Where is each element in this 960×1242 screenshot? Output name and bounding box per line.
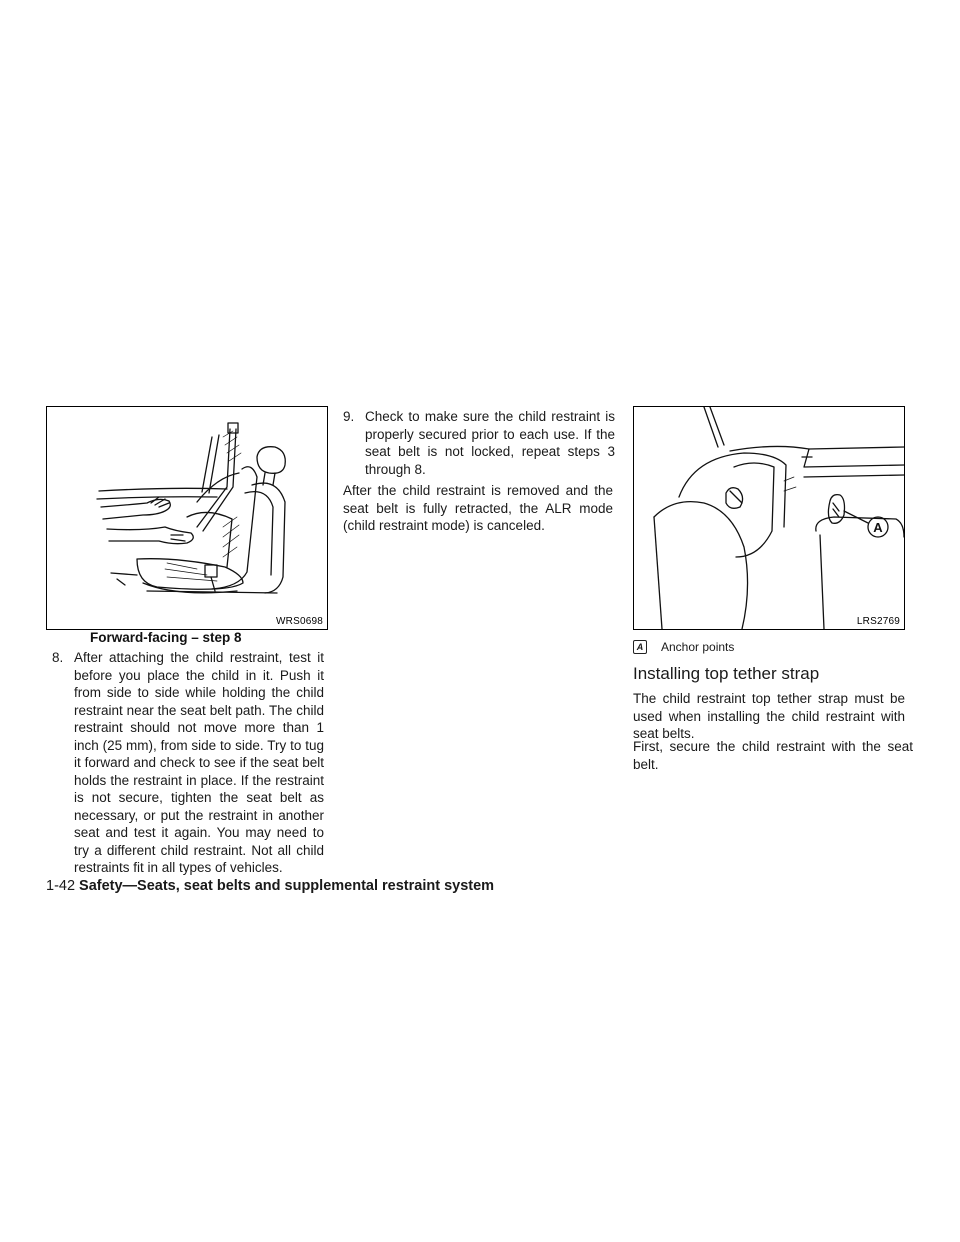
page-footer [46,878,494,894]
section-heading: Installing top tether strap [633,664,820,683]
alr-paragraph: After the child restraint is removed and the seat belt is fully retracted, the ALR mode (child restraint mode) is canceled. [343,483,613,533]
step-number: 8. [52,650,64,665]
figure-caption: Forward-facing – step 8 [90,630,242,645]
step-text: Check to make sure the child restraint is properly secured prior to each use. If the seat belt is not locked, repeat steps 3 through 8. [365,409,615,477]
figure-anchor-points [633,406,905,630]
step-text: After attaching the child restraint, test it before you place the child in it. Push it from side to side while holding the child restraint near the seat belt path. The child restraint should not move more than 1 inch (25 mm), from side to side. Try to tug it forward and check to see if the seat belt holds the restraint in place. If the restraint is not secure, tighten the seat belt as necessary, or put the restraint in another seat and test it again. You may need to try a different child restraint. Not all child restraints fit in all types of vehicles. [74,650,324,875]
section-paragraph-1: The child restraint top tether strap must be used when installing the child restraint with seat belts. [633,691,905,741]
step-9 [343,408,615,478]
step-number: 9. [343,409,355,424]
page-number: 1-42 [46,878,76,894]
footer-section-title: Safety—Seats, seat belts and supplemental restraint system [79,878,495,894]
legend-anchor-points [633,640,833,656]
section-paragraph-2: First, secure the child restraint with the seat belt. [633,739,913,772]
figure-forward-facing [46,406,328,630]
figure-code: LRS2769 [856,616,900,627]
figure-code: WRS0698 [276,616,323,627]
step-8 [52,649,324,875]
callout-label: A [873,520,883,535]
child-seat-forward-facing-illustration [47,407,327,629]
legend-key: A [633,640,647,654]
legend-text: Anchor points [661,640,735,654]
anchor-point-illustration [634,407,904,629]
